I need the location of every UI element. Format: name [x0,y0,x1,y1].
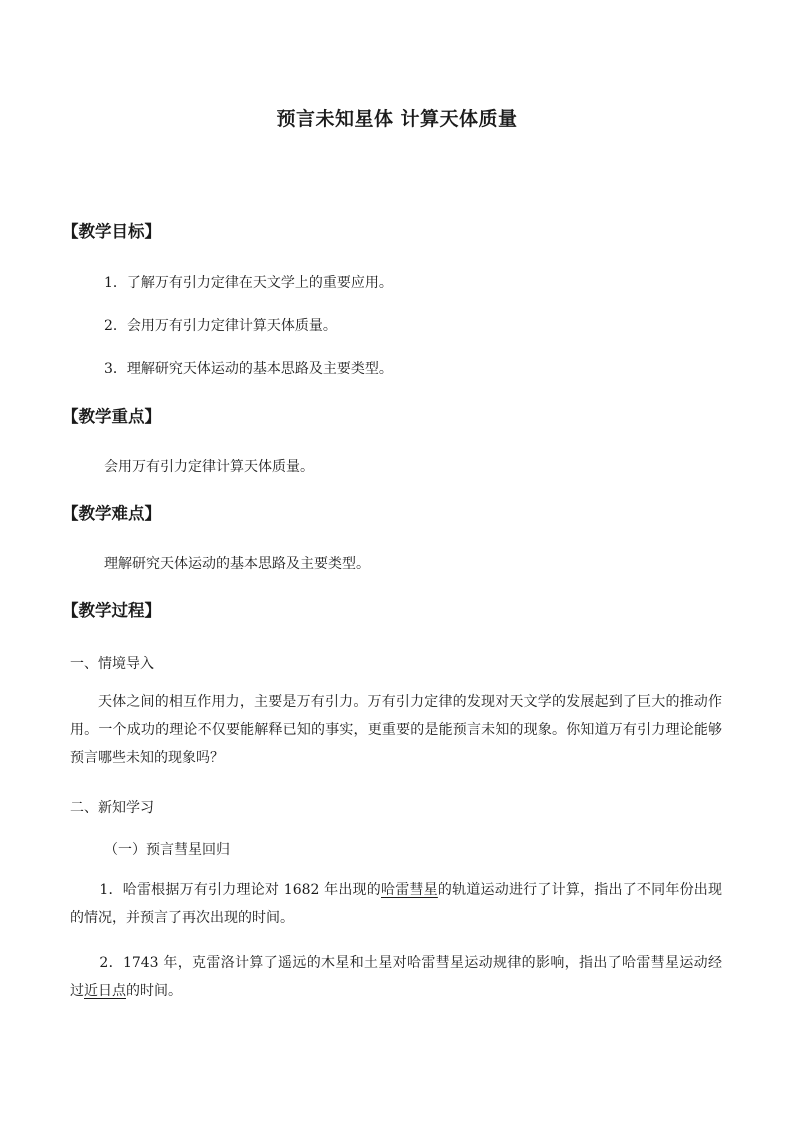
objective-item-2: 2．会用万有引力定律计算天体质量。 [104,318,337,334]
part2-subheading: （一）预言彗星回归 [104,842,230,858]
part2-heading: 二、新知学习 [70,800,154,816]
objective-item-1: 1．了解万有引力定律在天文学上的重要应用。 [104,275,393,291]
part1-heading: 一、情境导入 [70,656,154,672]
difficulties-text: 理解研究天体运动的基本思路及主要类型。 [104,556,370,572]
comet-item-1-after: 的轨道运动进行了计算，指出了不同年份出现的情况，并预言了再次出现的时间。 [70,882,723,926]
key-points-heading: 【教学重点】 [62,407,161,426]
perihelion-term: 近日点 [84,983,126,999]
comet-item-2-before: 2．1743 年，克雷洛计算了遥远的木星和土星对哈雷彗星运动规律的影响，指出了哈雷彗星运动经过 [70,955,722,999]
comet-item-1 [70,876,722,932]
comet-item-1-before: 1．哈雷根据万有引力理论对 1682 年出现的 [99,882,381,898]
objectives-heading: 【教学目标】 [62,222,161,241]
objective-item-3: 3．理解研究天体运动的基本思路及主要类型。 [104,361,393,377]
difficulties-heading: 【教学难点】 [62,504,161,523]
comet-item-2-after: 的时间。 [126,983,182,999]
halley-comet-term: 哈雷彗星 [380,882,438,898]
intro-paragraph: 天体之间的相互作用力，主要是万有引力。万有引力定律的发现对天文学的发展起到了巨大的推动作用。一个成功的理论不仅要能解释已知的事实，更重要的是能预言未知的现象。你知道万有引力理论能够预言哪些未知的现象吗？ [70,694,722,766]
page-title: 预言未知星体 计算天体质量 [276,108,518,130]
comet-item-2 [70,949,722,1005]
process-heading: 【教学过程】 [62,601,161,620]
key-points-text: 会用万有引力定律计算天体质量。 [104,459,314,475]
